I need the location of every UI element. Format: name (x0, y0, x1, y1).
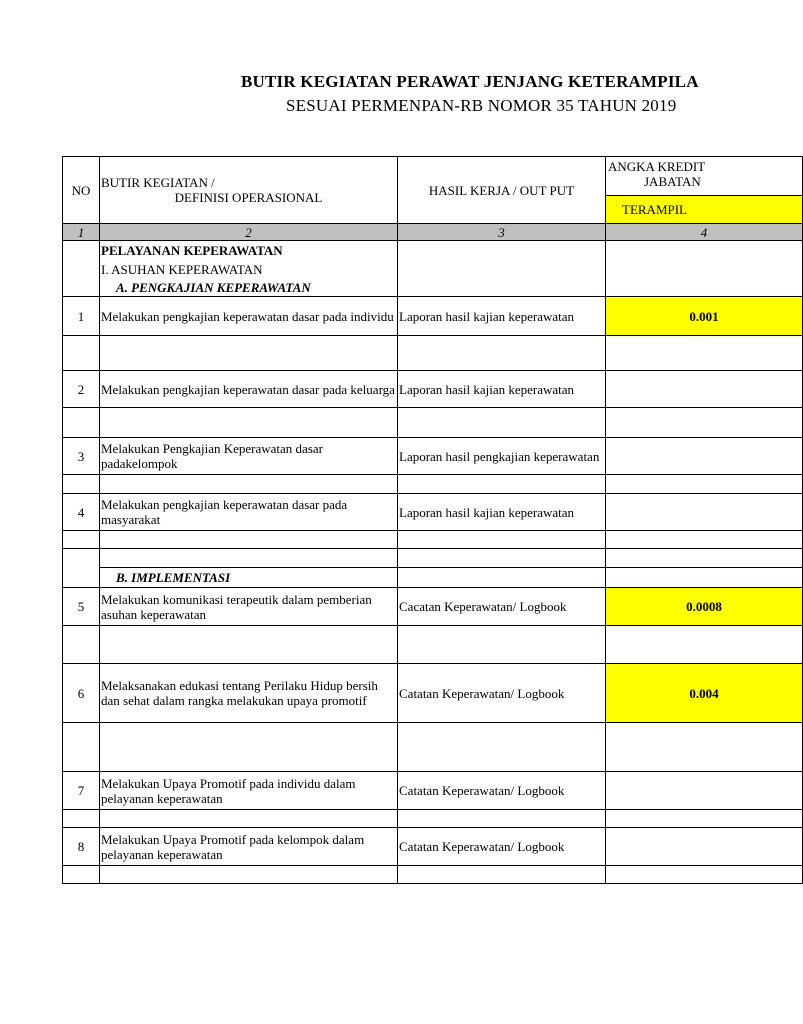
header-angka (606, 157, 803, 196)
empty-cell (100, 408, 398, 438)
section-asuhan-row (63, 260, 803, 278)
section-asuhan: I. ASUHAN KEPERAWATAN (100, 260, 398, 278)
row-angka: 0.0008 (606, 588, 803, 626)
row-no: 6 (63, 664, 100, 723)
row-angka: 0.004 (606, 664, 803, 723)
col-number-3: 3 (398, 224, 606, 241)
header-angka-line1: ANGKA KREDIT (608, 159, 706, 174)
row-hasil: Laporan hasil pengkajian keperawatan (398, 438, 606, 475)
row-no: 2 (63, 371, 100, 408)
empty-cell (398, 626, 606, 664)
empty-cell (100, 531, 398, 549)
empty-cell (63, 866, 100, 884)
header-butir-line1: BUTIR KEGIATAN / (101, 175, 215, 190)
header-butir (100, 157, 398, 224)
header-terampil: TERAMPIL (606, 196, 803, 224)
document-subtitle: SESUAI PERMENPAN-RB NOMOR 35 TAHUN 2019 (286, 96, 677, 115)
row-kegiatan: Melakukan Upaya Promotif pada individu dalam pelayanan keperawatan (100, 772, 398, 810)
table-row (63, 494, 803, 531)
empty-cell (398, 531, 606, 549)
table-row (63, 664, 803, 723)
row-hasil: Laporan hasil kajian keperawatan (398, 297, 606, 336)
row-angka (606, 494, 803, 531)
row-angka: 0.001 (606, 297, 803, 336)
section-pengkajian-row (63, 278, 803, 297)
empty-cell (606, 549, 803, 568)
empty-cell (398, 278, 606, 297)
row-kegiatan: Melakukan pengkajian keperawatan dasar pada masyarakat (100, 494, 398, 531)
empty-cell (398, 475, 606, 494)
empty-cell (398, 241, 606, 261)
row-kegiatan: Melakukan Pengkajian Keperawatan dasar padakelompok (100, 438, 398, 475)
row-hasil: Cacatan Keperawatan/ Logbook (398, 588, 606, 626)
spacer-row (63, 475, 803, 494)
empty-cell (606, 866, 803, 884)
table-row (63, 297, 803, 336)
empty-cell (606, 260, 803, 278)
empty-cell (606, 278, 803, 297)
spacer-row (63, 531, 803, 549)
empty-cell (398, 408, 606, 438)
empty-cell (606, 810, 803, 828)
row-angka (606, 438, 803, 475)
empty-cell (606, 626, 803, 664)
row-no: 5 (63, 588, 100, 626)
empty-cell (100, 723, 398, 772)
empty-cell (100, 336, 398, 371)
row-kegiatan: Melaksanakan edukasi tentang Perilaku Hidup bersih dan sehat dalam rangka melakukan upaya promotif (100, 664, 398, 723)
row-no: 3 (63, 438, 100, 475)
row-angka (606, 772, 803, 810)
empty-cell (606, 408, 803, 438)
section-implementasi-row (63, 549, 803, 568)
empty-cell (100, 810, 398, 828)
empty-cell (398, 723, 606, 772)
col-number-1: 1 (63, 224, 100, 241)
row-no: 4 (63, 494, 100, 531)
empty-cell (63, 626, 100, 664)
row-no: 1 (63, 297, 100, 336)
table-row (63, 588, 803, 626)
row-angka (606, 828, 803, 866)
empty-cell (63, 723, 100, 772)
spacer-row (63, 810, 803, 828)
row-kegiatan: Melakukan komunikasi terapeutik dalam pemberian asuhan keperawatan (100, 588, 398, 626)
empty-cell (63, 531, 100, 549)
empty-cell (63, 549, 100, 588)
spacer-row (63, 626, 803, 664)
activity-table (62, 156, 803, 884)
row-no: 7 (63, 772, 100, 810)
empty-cell (63, 810, 100, 828)
empty-cell (100, 549, 398, 568)
spacer-row (63, 336, 803, 371)
row-no: 8 (63, 828, 100, 866)
empty-cell (100, 475, 398, 494)
header-angka-line2: JABATAN (644, 174, 701, 189)
empty-cell (398, 336, 606, 371)
empty-cell (100, 626, 398, 664)
empty-cell (398, 260, 606, 278)
empty-cell (63, 241, 100, 297)
table-row (63, 828, 803, 866)
row-kegiatan: Melakukan pengkajian keperawatan dasar pada keluarga (100, 371, 398, 408)
col-number-4: 4 (606, 224, 803, 241)
empty-cell (606, 336, 803, 371)
table-row (63, 438, 803, 475)
spacer-row (63, 408, 803, 438)
section-pelayanan-row (63, 241, 803, 261)
empty-cell (606, 241, 803, 261)
header-no: NO (63, 157, 100, 224)
row-hasil: Catatan Keperawatan/ Logbook (398, 828, 606, 866)
empty-cell (606, 531, 803, 549)
empty-cell (63, 336, 100, 371)
row-kegiatan: Melakukan pengkajian keperawatan dasar pada individu (100, 297, 398, 336)
empty-cell (398, 549, 606, 568)
spacer-row (63, 723, 803, 772)
section-pengkajian: A. PENGKAJIAN KEPERAWATAN (100, 278, 398, 297)
empty-cell (606, 723, 803, 772)
row-kegiatan: Melakukan Upaya Promotif pada kelompok dalam pelayanan keperawatan (100, 828, 398, 866)
table-header-row-top (63, 157, 803, 196)
empty-cell (63, 408, 100, 438)
spacer-row (63, 866, 803, 884)
col-number-2: 2 (100, 224, 398, 241)
empty-cell (398, 810, 606, 828)
empty-cell (398, 866, 606, 884)
row-hasil: Laporan hasil kajian keperawatan (398, 494, 606, 531)
empty-cell (606, 475, 803, 494)
row-angka (606, 371, 803, 408)
section-implementasi: B. IMPLEMENTASI (100, 567, 398, 587)
table-row (63, 371, 803, 408)
column-number-row (63, 224, 803, 241)
section-pelayanan: PELAYANAN KEPERAWATAN (100, 241, 398, 261)
row-hasil: Laporan hasil kajian keperawatan (398, 371, 606, 408)
row-hasil: Catatan Keperawatan/ Logbook (398, 772, 606, 810)
header-butir-line2: DEFINISI OPERASIONAL (174, 190, 323, 205)
empty-cell (606, 567, 803, 587)
header-hasil: HASIL KERJA / OUT PUT (398, 157, 606, 224)
empty-cell (63, 475, 100, 494)
empty-cell (398, 567, 606, 587)
empty-cell (100, 866, 398, 884)
document-title: BUTIR KEGIATAN PERAWAT JENJANG KETERAMPILA (241, 72, 699, 91)
row-hasil: Catatan Keperawatan/ Logbook (398, 664, 606, 723)
section-implementasi-title-row (63, 567, 803, 587)
table-row (63, 772, 803, 810)
